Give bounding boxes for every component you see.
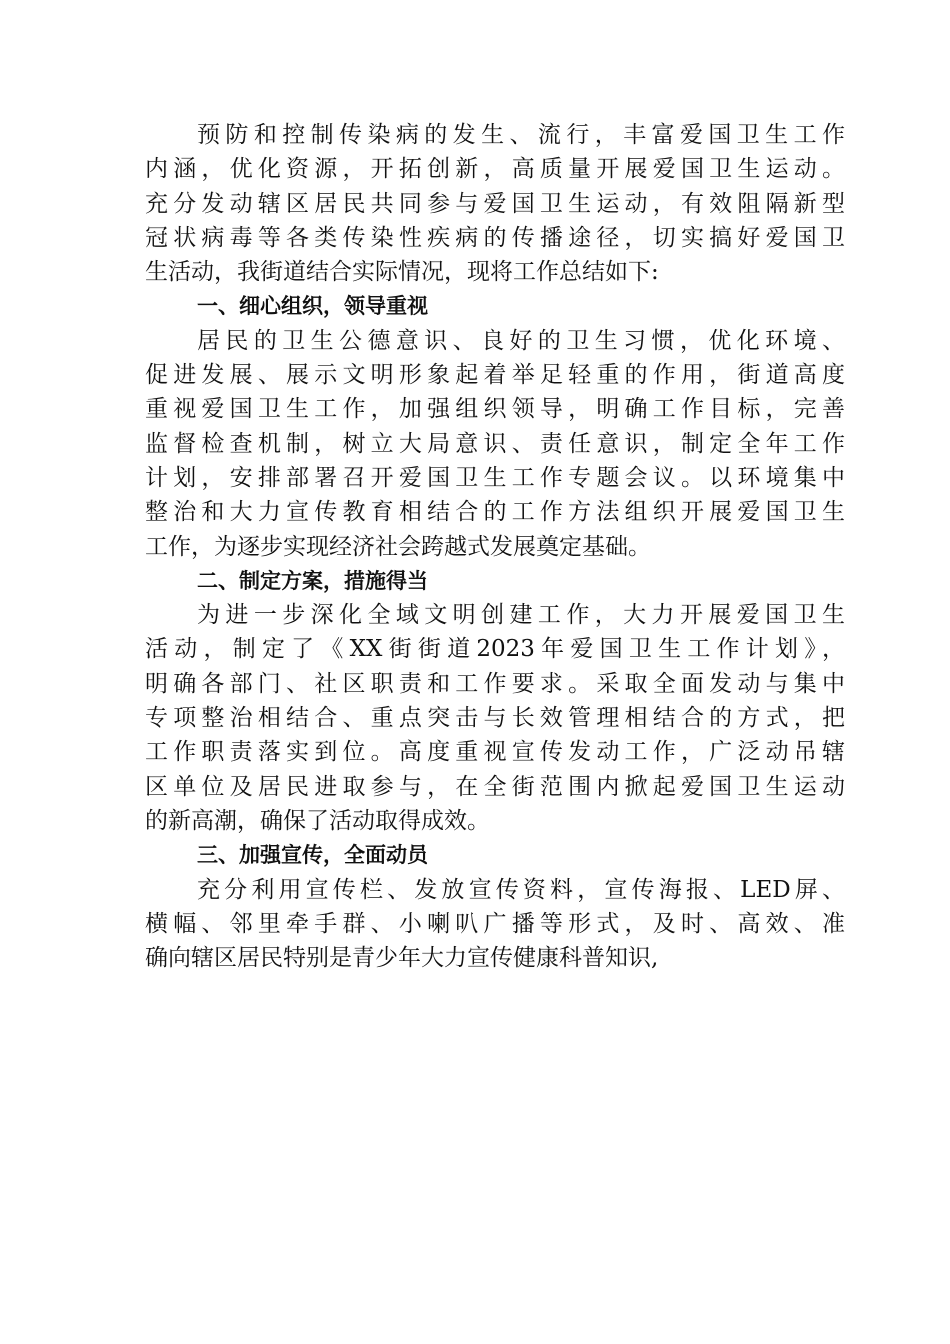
section-3	[145, 838, 845, 975]
text-line: 为进一步深化全域文明创建工作，大力开展爱国卫生	[197, 602, 845, 629]
text-line: 整治和大力宣传教育相结合的工作方法组织开展爱国卫生	[145, 499, 845, 526]
section-1	[145, 289, 845, 563]
text-line: 横幅、邻里牵手群、小喇叭广播等形式，及时、高效、准	[145, 910, 845, 937]
text-line: 明确各部门、社区职责和工作要求。采取全面发动与集中	[145, 670, 845, 697]
text-line: 的新高潮，确保了活动取得成效。	[145, 807, 490, 834]
text-line: 充分发动辖区居民共同参与爱国卫生运动，有效阻隔新型	[145, 190, 845, 217]
text-line: 充分利用宣传栏、发放宣传资料，宣传海报、LED屏、	[197, 876, 845, 903]
text-line: 监督检查机制，树立大局意识、责任意识，制定全年工作	[145, 430, 845, 457]
text-line: 居民的卫生公德意识、良好的卫生习惯，优化环境、	[197, 327, 845, 354]
text-line: 冠状病毒等各类传染性疾病的传播途径，切实搞好爱国卫	[145, 224, 845, 251]
document-body	[145, 118, 845, 975]
text-line: 工作职责落实到位。高度重视宣传发动工作，广泛动吊辖	[145, 739, 845, 766]
section-2	[145, 564, 845, 838]
text-line: 促进发展、展示文明形象起着举足轻重的作用，街道高度	[145, 362, 845, 389]
text-line: 内涵，优化资源，开拓创新，高质量开展爱国卫生运动。	[145, 156, 845, 183]
text-line: 区单位及居民进取参与，在全街范围内掀起爱国卫生运动	[145, 773, 845, 800]
text-line: 计划，安排部署召开爱国卫生工作专题会议。以环境集中	[145, 464, 845, 491]
text-line: 专项整治相结合、重点突击与长效管理相结合的方式，把	[145, 705, 845, 732]
text-line: 活动，制定了《XX街街道2023年爱国卫生工作计划》，	[145, 636, 845, 663]
section-heading: 二、制定方案，措施得当	[197, 568, 428, 593]
section-heading: 三、加强宣传，全面动员	[197, 843, 428, 868]
intro-paragraph	[145, 118, 845, 289]
section-heading: 一、细心组织，领导重视	[197, 294, 428, 319]
text-line: 预防和控制传染病的发生、流行，丰富爱国卫生工作	[197, 122, 845, 148]
text-line: 重视爱国卫生工作，加强组织领导，明确工作目标，完善	[145, 396, 845, 423]
text-line: 确向辖区居民特别是青少年大力宣传健康科普知识,	[145, 945, 659, 972]
text-line: 工作，为逐步实现经济社会跨越式发展奠定基础。	[145, 533, 651, 560]
text-line: 生活动，我街道结合实际情况，现将工作总结如下:	[145, 259, 659, 286]
